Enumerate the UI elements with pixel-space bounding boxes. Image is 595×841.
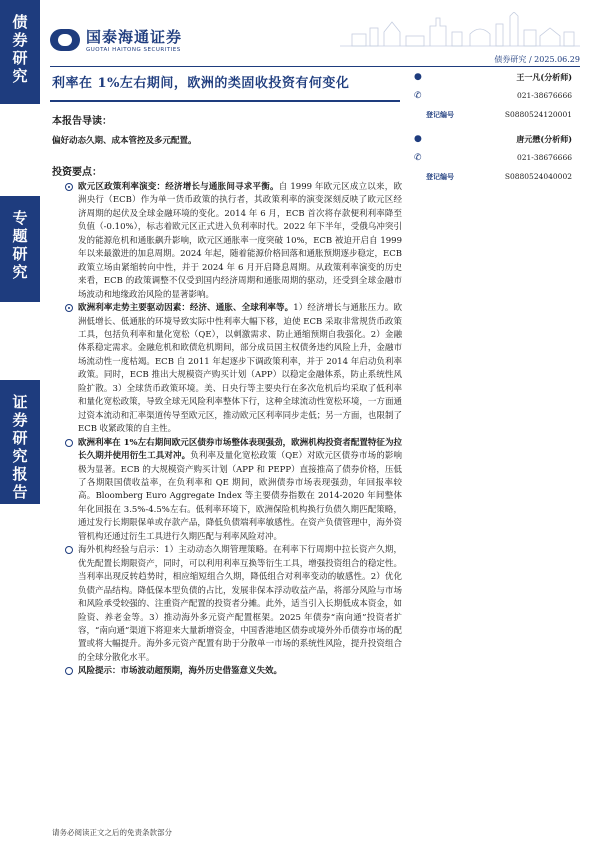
author-panel bbox=[408, 72, 580, 224]
report-title: 利率在 1%左右期间，欧洲的类固收投资有何变化 bbox=[52, 76, 350, 91]
risk-warning: 风险提示：市场波动超预期，海外历史借鉴意义失效。 bbox=[52, 665, 402, 678]
registration-number: S0880524120001 bbox=[504, 110, 572, 119]
bullet-icon bbox=[65, 304, 73, 312]
bullet-icon bbox=[65, 183, 73, 191]
bullet-icon bbox=[65, 439, 73, 447]
page-header bbox=[50, 10, 580, 66]
investment-points bbox=[52, 181, 402, 679]
bullet-icon bbox=[65, 667, 73, 675]
points-heading: 投资要点： bbox=[52, 167, 102, 178]
author-phone: 021-38676666 bbox=[516, 153, 572, 162]
header-divider bbox=[50, 66, 580, 67]
category-date: 债券研究 / 2025.06.29 bbox=[494, 55, 580, 64]
person-icon: ● bbox=[414, 134, 422, 144]
guide-text: 偏好动态久期、成本管控及多元配置。 bbox=[52, 136, 197, 146]
point-item: 欧洲利率在 1%左右期间欧元区债券市场整体表现强劲，欧洲机构投资者配置特征为拉长久期并使用衍生工具对冲。负利率及量化宽松政策（QE）对欧元区债券市场的影响极为显著。ECB 的大规模资产购买计划（APP 和 PEPP）直接推高了债券价格，压低了各期限国债收益率，在负利率和 QE 期间，欧洲债券市场表现强劲，年回报率较高。Bloomberg Euro Aggregate Index 等主要债券指数在 2014-2020 年间整体年化回报在 3.5%-4.5%左右。低利率环境下，欧洲保险机构换行负债久期匹配策略，通过发行长期限保单或存款产品，降低负债端利率敏感性。在资产负债管理中，海外资管机构还通过衍生工具进行久期匹配与利率风险对冲。 bbox=[52, 437, 402, 545]
sidebar-tag-special-research: 专题研究 bbox=[0, 196, 40, 302]
phone-icon: ✆ bbox=[414, 153, 422, 163]
person-icon: ● bbox=[414, 72, 422, 82]
logo-chinese-name: 国泰海通证券 bbox=[86, 28, 183, 46]
city-skyline-decoration bbox=[340, 12, 580, 48]
logo-mark-icon bbox=[50, 29, 80, 51]
logo-english-name: GUOTAI HAITONG SECURITIES bbox=[86, 47, 181, 53]
registration-label: 登记编号 bbox=[426, 172, 454, 181]
point-item: 海外机构经验与启示：1）主动动态久期管理策略。在利率下行周期中拉长资产久期，优先配置长期限资产，同时，可以利用利率互换等衍生工具，增强投资组合的稳定性。当利率出现反转趋势时，相应缩短组合久期，降低组合对利率变动的敏感性。2）优化负债产品结构。降低保本型负债的占比，发展非保本浮动收益产品，将部分风险与市场和风险承受较强的、注重资产配置的投资者分摊。此外，适当引入长期低成本资金，如险资、养老金等。3）推动海外多元资产配置框架。2025 年债券“南向通”投资者扩容，“南向通”渠道下将迎来大量新增资金，中国香港地区债券或境外外币债券市场的配置或将大幅提升。海外多元资产配置有助于分散单一市场的系统性风险，提升投资组合的全球分散化水平。 bbox=[52, 544, 402, 665]
author-phone: 021-38676666 bbox=[516, 91, 572, 100]
phone-icon: ✆ bbox=[414, 91, 422, 101]
company-logo bbox=[50, 26, 182, 53]
point-item: 欧元区政策利率演变：经济增长与通胀间寻求平衡。自 1999 年欧元区成立以来，欧洲央行（ECB）作为单一货币政策的执行者，其政策利率的演变深刻反映了欧元区经济周期的起伏及全球金融环境的变化。2014 年 6 月，ECB 首次将存款便利利率降至负值（-0.10%），标志着欧元区正式进入负利率时代。2022 年下半年，受俄乌冲突引发的能源危机和通胀飙升影响，欧元区通胀率一度突破 10%，ECB 被迫开启自 1999 年以来最激进的加息周期。2024 年起，随着能源价格回落和通胀预期逐步稳定，ECB 政策立场由紧缩转向中性，并于 2024 年 6 月开启降息周期。从政策利率演变的历史来看，ECB 的政策调整不仅受到国内经济周期和通胀周期的驱动，还受到全球金融市场波动和地缘政治风险的显著影响。 bbox=[52, 181, 402, 302]
bullet-icon bbox=[65, 546, 73, 554]
guide-heading: 本报告导读： bbox=[52, 116, 112, 127]
author-card bbox=[408, 134, 580, 224]
author-name: 唐元懋(分析师) bbox=[516, 134, 572, 144]
disclaimer-footer: 请务必阅读正文之后的免责条款部分 bbox=[52, 828, 172, 837]
registration-label: 登记编号 bbox=[426, 110, 454, 119]
point-item: 欧洲利率走势主要驱动因素：经济、通胀、全球利率等。1）经济增长与通胀压力。欧洲低增长、低通胀的环境导致实际中性利率大幅下移，迫使 ECB 采取非常规货币政策工具，包括负利率和量化宽松（QE），以刺激需求、防止通缩预期自我强化。2）金融体系稳定需求。金融危机和欧债危机期间，部分成员国主权债务违约风险上升，金融市场流动性一度枯竭。ECB 自 2011 年起逐步下调政策利率，并于 2014 年启动负利率政策。同时，ECB 推出大规模资产购买计划（APP）以稳定金融体系，防止系统性风险扩散。3）全球货币政策环境。美、日央行等主要央行在多次危机后均采取了低利率和量化宽松政策，导致全球无风险利率整体下行，这种全球流动性宽松环境，一方面通过资本流动和汇率渠道传导至欧元区，推动欧元区利率同步走低；另一方面，也限制了 ECB 收紧政策的自主性。 bbox=[52, 302, 402, 437]
sidebar-tag-bond-research: 债券研究 bbox=[0, 0, 40, 104]
author-name: 王一凡(分析师) bbox=[516, 72, 572, 82]
sidebar-tag-securities-report: 证券研究报告 bbox=[0, 380, 40, 504]
registration-number: S0880524040002 bbox=[504, 172, 572, 181]
title-divider bbox=[50, 100, 400, 102]
